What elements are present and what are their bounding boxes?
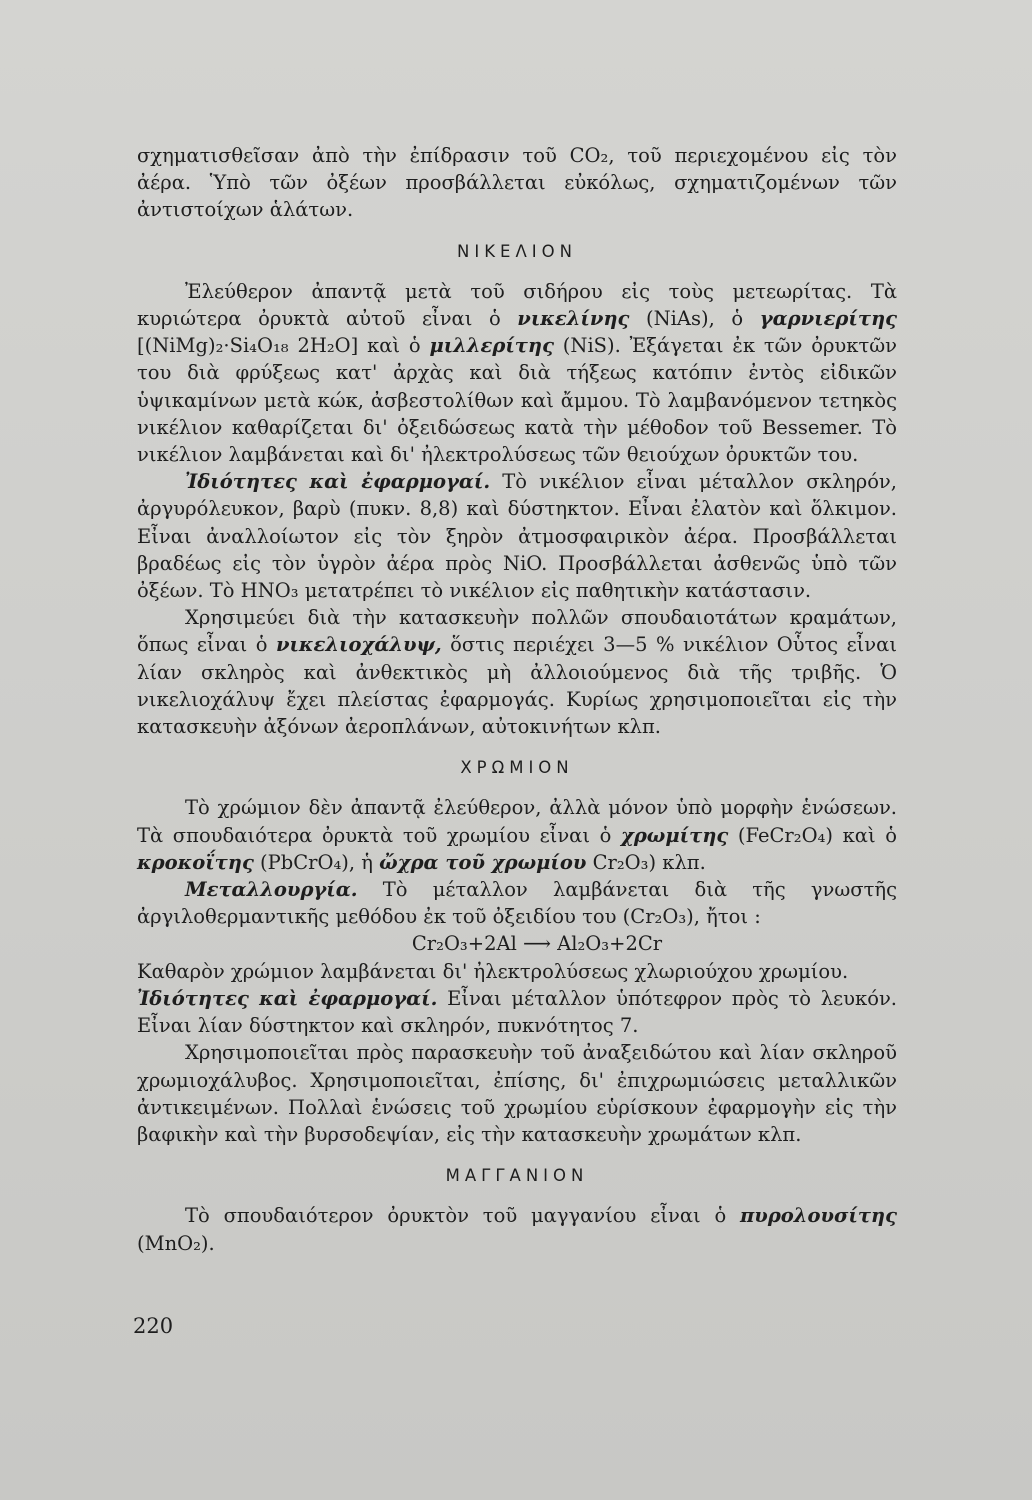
heading-chromium: ΧΡΩΜΙΟΝ	[460, 758, 574, 778]
term-garnierite: γαρνιερίτης	[759, 307, 897, 331]
subheading-properties: Ἰδιότητες καὶ ἐφαρμογαί.	[137, 986, 438, 1010]
chromium-electrolysis-paragraph: Καθαρὸν χρώμιον λαμβάνεται δι' ἠλεκτρολύσεως χλωριούχου χρωμίου.	[137, 959, 849, 983]
page-body	[137, 142, 897, 1257]
heading-manganese: ΜΑΓΓΑΝΙΟΝ	[445, 1166, 589, 1186]
chromium-occurrence-paragraph: Τὸ χρώμιον δὲν ἀπαντᾷ ἐλεύθερον, ἀλλὰ μόνον ὑπὸ μορφὴν ἑνώσεων. Τὰ σπουδαιότερα ὀρυκτὰ τοῦ χρωμίου εἶναι ὁ χρωμίτης (FeCr₂O₄) καὶ ὁ κροκοΐτης (PbCrO₄), ἡ ὤχρα τοῦ χρωμίου Cr₂O₃) κλπ.	[137, 796, 898, 874]
nickel-occurrence-paragraph: Ἐλεύθερον ἀπαντᾷ μετὰ τοῦ σιδήρου εἰς τοὺς μετεωρίτας. Τὰ κυριώτερα ὀρυκτὰ αὐτοῦ εἶναι ὁ νικελίνης (NiAs), ὁ γαρνιερίτης [(NiMg)₂·Si₄O₁₈ 2H₂O] καὶ ὁ μιλλερίτης (NiS). Ἐξάγεται ἐκ τῶν ὀρυκτῶν του διὰ φρύξεως κατ' ἀρχὰς καὶ διὰ τήξεως κατόπιν ἐντὸς εἰδικῶν ὑψικαμίνων μετὰ κώκ, ἀσβεστολίθων καὶ ἄμμου. Τὸ λαμβανόμενον τετηκὸς νικέλιον καθαρίζεται δι' ὀξειδώσεως κατὰ τὴν μέθοδον τοῦ Bessemer. Τὸ νικέλιον λαμβάνεται καὶ δι' ἠλεκτρολύσεως τῶν θειούχων ὀρυκτῶν του.	[137, 279, 898, 467]
intro-paragraph: σχηματισθεῖσαν ἀπὸ τὴν ἐπίδρασιν τοῦ CO₂, τοῦ περιεχομένου εἰς τὸν ἀέρα. Ὑπὸ τῶν ὀξέων προσβάλλεται εὐκόλως, σχηματιζομένων τῶν ἀντιστοίχων ἁλάτων.	[137, 144, 897, 222]
term-pyrolusite: πυρολουσίτης	[740, 1204, 897, 1228]
subheading-properties: Ἰδιότητες καὶ ἐφαρμογαί.	[185, 470, 491, 494]
chemical-equation: Cr₂O₃+2Al ⟶ Al₂O₃+2Cr	[411, 932, 663, 956]
nickel-uses-paragraph: Χρησιμεύει διὰ τὴν κατασκευὴν πολλῶν σπουδαιοτάτων κραμάτων, ὅπως εἶναι ὁ νικελιοχάλυψ, ὅστις περιέχει 3—5 % νικέλιον Οὗτος εἶναι λίαν σκληρὸς καὶ ἀνθεκτικὸς μὴ ἀλλοιούμενος διὰ τῆς τριβῆς. Ὁ νικελιοχάλυψ ἔχει πλείστας ἐφαρμογάς. Κυρίως χρησιμοποιεῖται εἰς τὴν κατασκευὴν ἀξόνων ἀεροπλάνων, αὐτοκινήτων κλπ.	[137, 606, 897, 739]
heading-nickel: ΝΙΚΕΛΙΟΝ	[457, 241, 577, 261]
term-chrome-ochre: ὤχρα τοῦ χρωμίου	[379, 850, 587, 874]
term-crocoite: κροκοΐτης	[137, 850, 254, 874]
term-nickeline: νικελίνης	[517, 307, 630, 331]
manganese-paragraph: Τὸ σπουδαιότερον ὀρυκτὸν τοῦ μαγγανίου εἶναι ὁ πυρολουσίτης (MnO₂).	[137, 1204, 897, 1255]
chromium-uses-paragraph: Χρησιμοποιεῖται πρὸς παρασκευὴν τοῦ ἀναξειδώτου καὶ λίαν σκληροῦ χρωμιοχάλυβος. Χρησιμοποιεῖται, ἐπίσης, δι' ἐπιχρωμιώσεις μεταλλικῶν ἀντικειμένων. Πολλαὶ ἑνώσεις τοῦ χρωμίου εὑρίσκουν ἐφαρμογὴν εἰς τὴν βαφικὴν καὶ τὴν βυρσοδεψίαν, εἰς τὴν κατασκευὴν χρωμάτων κλπ.	[137, 1041, 897, 1146]
subheading-metallurgy: Μεταλλουργία.	[185, 878, 358, 902]
nickel-properties-paragraph: Ἰδιότητες καὶ ἐφαρμογαί. Τὸ νικέλιον εἶναι μέταλλον σκληρόν, ἀργυρόλευκον, βαρὺ (πυκν. 8,8) καὶ δύστηκτον. Εἶναι ἐλατὸν καὶ ὅλκιμον. Εἶναι ἀναλλοίωτον εἰς τὸν ξηρὸν ἀτμοσφαιρικὸν ἀέρα. Προσβάλλεται βραδέως εἰς τὸν ὑγρὸν ἀέρα πρὸς NiO. Προσβάλλεται ἀσθενῶς ὑπὸ τῶν ὀξέων. Τὸ HNO₃ μετατρέπει τὸ νικέλιον εἰς παθητικὴν κατάστασιν.	[137, 470, 897, 603]
term-chromite: χρωμίτης	[621, 823, 729, 847]
term-nickel-steel: νικελιοχάλυψ,	[275, 633, 442, 657]
chromium-properties-paragraph: Ἰδιότητες καὶ ἐφαρμογαί. Εἶναι μέταλλον ὑπότεφρον πρὸς τὸ λευκόν. Εἶναι λίαν δύστηκτον καὶ σκληρόν, πυκνότητος 7.	[137, 986, 897, 1038]
chromium-metallurgy-paragraph: Μεταλλουργία. Τὸ μέταλλον λαμβάνεται διὰ τῆς γνωστῆς ἀργιλοθερμαντικῆς μεθόδου ἐκ τοῦ ὀξειδίου του (Cr₂O₃), ἤτοι :	[137, 878, 897, 929]
term-millerite: μιλλερίτης	[429, 334, 554, 358]
page-number: 220	[133, 1314, 174, 1338]
